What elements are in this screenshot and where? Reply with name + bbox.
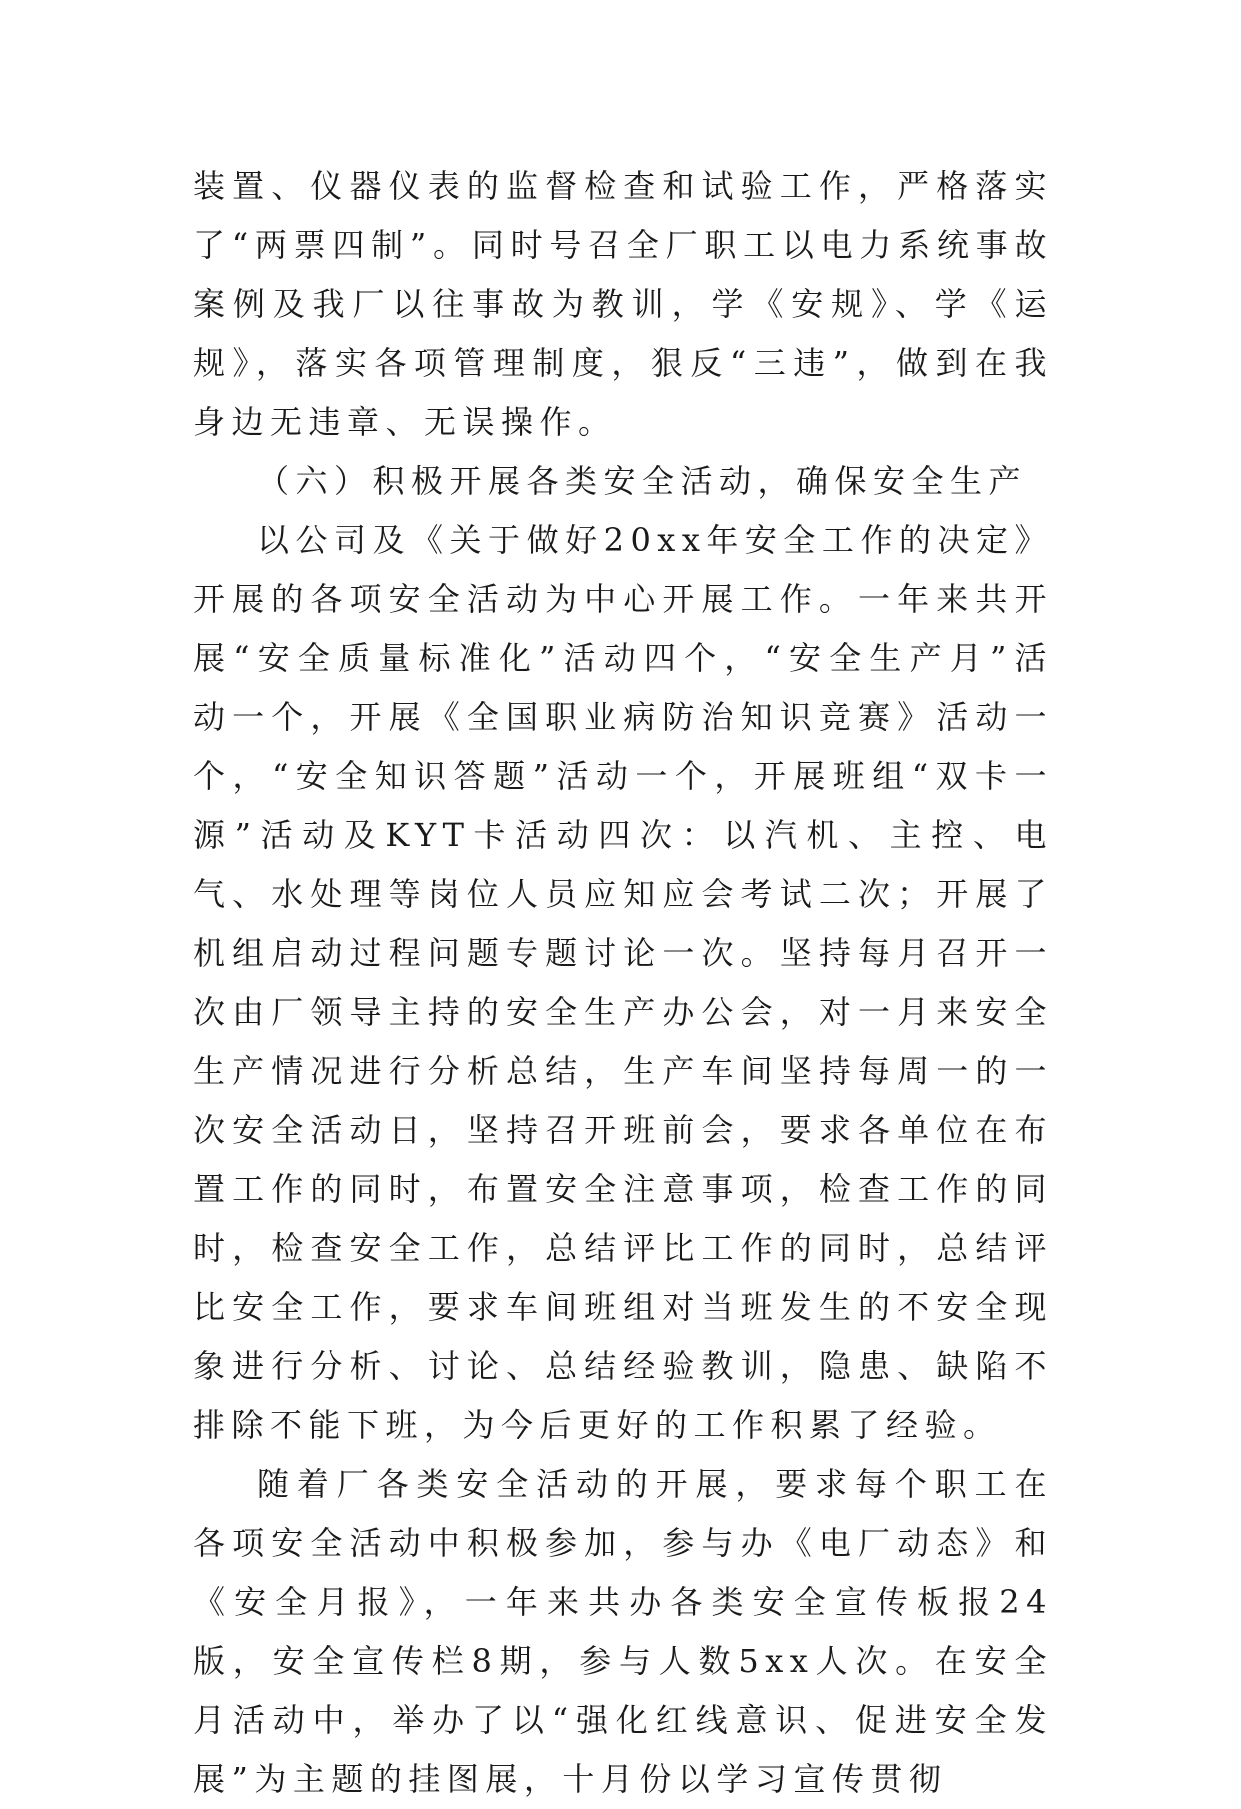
paragraph: 随着厂各类安全活动的开展，要求每个职工在各项安全活动中积极参加，参与办《电厂动态》和《安全月报》，一年来共办各类安全宣传板报24版，安全宣传栏8期，参与人数5xx人次。在安全月活动中，举办了以“强化红线意识、促进安全发展”为主题的挂图展，十月份以学习宣传贯彻 <box>193 1465 1053 1798</box>
paragraph: 以公司及《关于做好20xx年安全工作的决定》开展的各项安全活动为中心开展工作。一年来共开展“安全质量标准化”活动四个，“安全生产月”活动一个，开展《全国职业病防治知识竞赛》活动一个，“安全知识答题”活动一个，开展班组“双卡一源”活动及KYT卡活动四次：以汽机、主控、电气、水处理等岗位人员应知应会考试二次；开展了机组启动过程问题专题讨论一次。坚持每月召开一次由厂领导主持的安全生产办公会，对一月来安全生产情况进行分析总结，生产车间坚持每周一的一次安全活动日，坚持召开班前会，要求各单位在布置工作的同时，布置安全注意事项，检查工作的同时，检查安全工作，总结评比工作的同时，总结评比安全工作，要求车间班组对当班发生的不安全现象进行分析、讨论、总结经验教训，隐患、缺陷不排除不能下班，为今后更好的工作积累了经验。 <box>193 521 1053 1444</box>
section-heading: （六）积极开展各类安全活动，确保安全生产 <box>257 462 1028 500</box>
paragraph-continued: 装置、仪器仪表的监督检查和试验工作，严格落实了“两票四制”。同时号召全厂职工以电力系统事故案例及我厂以往事故为教训，学《安规》、学《运规》，落实各项管理制度，狠反“三违”，做到在我身边无违章、无误操作。 <box>193 167 1053 441</box>
document-body <box>193 157 1053 1809</box>
